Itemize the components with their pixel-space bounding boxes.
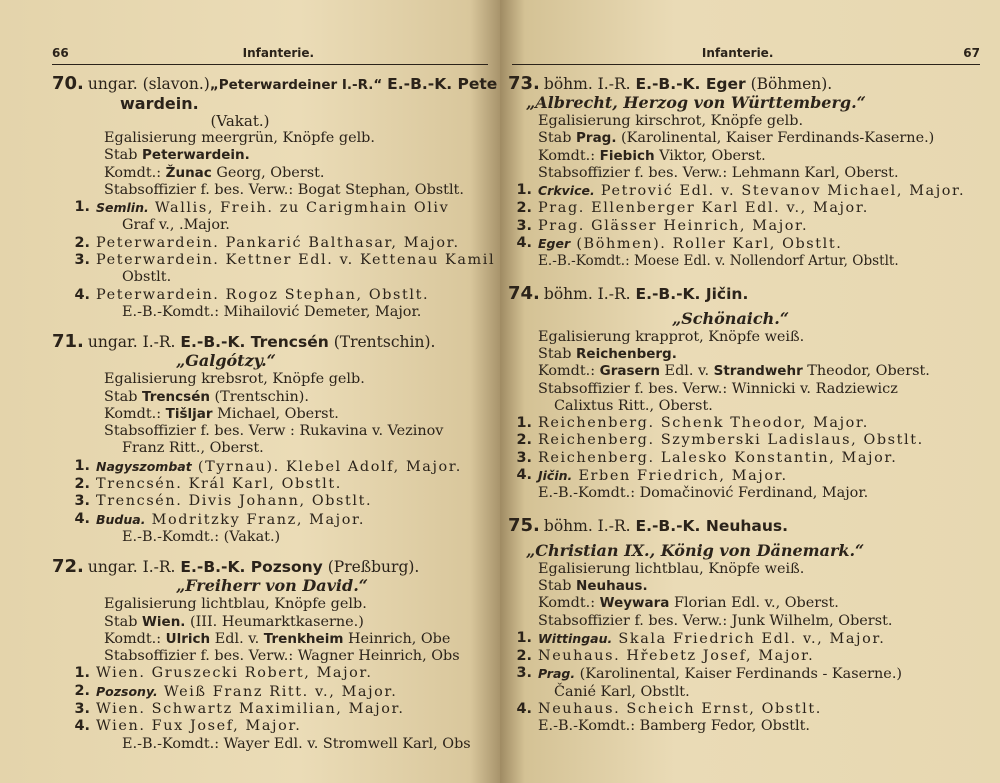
list-item-cont: E.-B.-Komdt.: Bamberg Fedor, Obstlt.: [538, 718, 810, 735]
list-item: 3. Prag. (Karolinental, Kaiser Ferdinands - Kaserne.): [516, 665, 903, 683]
staff-line: Stab Reichenberg.: [538, 345, 677, 362]
regiment-72: [52, 558, 488, 753]
list-item: 2. Pozsony. Weiß Franz Ritt. v., Major.: [74, 682, 398, 700]
list-item-cont: E.-B.-Komdt.: Moese Edl. v. Nollendorf Artur, Obstlt.: [538, 253, 899, 270]
list-item-cont: E.-B.-Komdt.: Wayer Edl. v. Stromwell Karl, Obs: [122, 735, 471, 752]
list-item: 4. Peterwardein. Rogoz Stephan, Obstlt.: [74, 286, 430, 303]
staff-officer-line: Stabsoffizier f. bes. Verw.: Winnicki v. Radziewicz: [538, 380, 898, 397]
regiment-71: [52, 333, 488, 546]
facing-colour: Egalisierung meergrün, Knöpfe gelb.: [104, 130, 375, 146]
running-header: Infanterie.: [242, 46, 315, 60]
honorary-name: „Albrecht, Herzog von Württemberg.“: [526, 93, 866, 112]
staff-line: Stab Wien. (III. Heumarktkaserne.): [104, 613, 364, 630]
list-item: 1. Wittingau. Skala Friedrich Edl. v., Major.: [516, 629, 886, 647]
list-item: 3. Prag. Glässer Heinrich, Major.: [516, 217, 809, 234]
honorary-name: „Galgótzy.“: [176, 351, 276, 371]
list-item: 1. Wien. Gruszecki Robert, Major.: [74, 665, 373, 682]
regiment-heading: 75. böhm. I.-R. E.-B.-K. Neuhaus.: [508, 514, 789, 536]
staff-line: Stab Peterwardein.: [104, 147, 250, 164]
facing-colour: Egalisierung lichtblau, Knöpfe gelb.: [104, 596, 367, 613]
page-number: 66: [52, 46, 69, 60]
list-item-cont: E.-B.-Komdt.: Mihailović Demeter, Major.: [122, 303, 422, 320]
list-item: 4. Budua. Modritzky Franz, Major.: [74, 510, 366, 528]
staff-officer-line: Stabsoffizier f. bes. Verw.: Bogat Stephan, Obstlt.: [104, 181, 464, 198]
commander-line: Komdt.: Tišljar Michael, Oberst.: [104, 405, 339, 422]
list-item: 4. Wien. Fux Josef, Major.: [74, 718, 302, 735]
left-page-header: [52, 42, 488, 65]
staff-officer-line-cont: Franz Ritt., Oberst.: [122, 440, 264, 457]
commander-line: Komdt.: Grasern Edl. v. Strandwehr Theodor, Oberst.: [538, 363, 930, 380]
list-item-cont: Graf v., .Major.: [122, 217, 230, 234]
staff-officer-line: Stabsoffizier f. bes. Verw : Rukavina v. Vezinov: [104, 423, 444, 440]
regiment-heading: 73. böhm. I.-R. E.-B.-K. Eger (Böhmen).: [508, 73, 833, 94]
running-header: Infanterie.: [701, 46, 774, 60]
regiment-heading: 72. ungar. I.-R. E.-B.-K. Pozsony (Preßburg).: [52, 556, 420, 578]
facing-colour: Egalisierung lichtblau, Knöpfe weiß.: [538, 560, 805, 577]
facing-colour: Egalisierung krebsrot, Knöpfe gelb.: [104, 371, 365, 388]
list-item: 3. Trencsén. Divis Johann, Obstlt.: [74, 493, 373, 510]
honorary-name: „Freiherr von David.“: [176, 576, 368, 596]
list-item-cont: E.-B.-Komdt.: (Vakat.): [122, 528, 281, 545]
staff-officer-line: Stabsoffizier f. bes. Verw.: Junk Wilhelm, Oberst.: [538, 612, 893, 629]
list-item: 2. Neuhaus. Hřebetz Josef, Major.: [516, 648, 815, 665]
list-item: 2. Reichenberg. Szymberski Ladislaus, Obstlt.: [516, 432, 924, 449]
list-item-cont: Čanié Karl, Obstlt.: [554, 683, 690, 700]
staff-line: Stab Prag. (Karolinental, Kaiser Ferdinands-Kaserne.): [538, 130, 935, 147]
regiment-heading: 71. ungar. I.-R. E.-B.-K. Trencsén (Trentschin).: [52, 331, 436, 353]
right-page: [500, 0, 1000, 783]
facing-colour: Egalisierung kirschrot, Knöpfe gelb.: [538, 113, 804, 129]
vakat: (Vakat.): [210, 112, 270, 130]
list-item: 4. Neuhaus. Scheich Ernst, Obstlt.: [516, 701, 822, 718]
list-item: 1. Semlin. Wallis, Freih. zu Carigmhain Oliv: [74, 199, 450, 217]
regiment-70: [52, 73, 498, 321]
commander-line: Komdt.: Weywara Florian Edl. v., Oberst.: [538, 595, 839, 612]
staff-officer-line-cont: Calixtus Ritt., Oberst.: [554, 397, 713, 414]
staff-officer-line: Stabsoffizier f. bes. Verw.: Lehmann Karl, Oberst.: [538, 164, 899, 181]
commander-line: Komdt.: Fiebich Viktor, Oberst.: [538, 147, 766, 164]
staff-officer-line: Stabsoffizier f. bes. Verw.: Wagner Heinrich, Obs: [104, 648, 460, 665]
commander-line: Komdt.: Ulrich Edl. v. Trenkheim Heinrich, Obe: [104, 630, 451, 647]
list-item-cont: Obstlt.: [122, 269, 172, 286]
list-item: 2. Prag. Ellenberger Karl Edl. v., Major.: [516, 200, 869, 217]
list-item: 4. Eger (Böhmen). Roller Karl, Obstlt.: [516, 235, 843, 253]
commander-line: Komdt.: Žunac Georg, Oberst.: [104, 164, 325, 181]
regiment-74: [508, 282, 980, 503]
regiment-73: [508, 73, 980, 271]
list-item: 1. Reichenberg. Schenk Theodor, Major.: [516, 415, 869, 432]
regiment-75: [508, 514, 980, 736]
regiment-heading-cont: wardein.: [120, 94, 199, 113]
list-item: 1. Nagyszombat (Tyrnau). Klebel Adolf, Major.: [74, 457, 462, 475]
list-item: 3. Peterwardein. Kettner Edl. v. Kettenau Kamil: [74, 252, 496, 269]
facing-colour: Egalisierung krapprot, Knöpfe weiß.: [538, 328, 805, 345]
right-page-header: [512, 42, 980, 65]
page-number: 67: [963, 46, 980, 60]
list-item: 3. Wien. Schwartz Maximilian, Major.: [74, 701, 405, 718]
staff-line: Stab Trencsén (Trentschin).: [104, 388, 309, 405]
honorary-name: „Christian IX., König von Dänemark.“: [526, 540, 865, 560]
list-item: 3. Reichenberg. Lalesko Konstantin, Major.: [516, 449, 898, 466]
list-item: 2. Trencsén. Král Karl, Obstlt.: [74, 476, 342, 493]
regiment-heading: 70. ungar. (slavon.)„Peterwardeiner I.-R.“ E.-B.-K. Pete: [52, 73, 498, 94]
staff-line: Stab Neuhaus.: [538, 577, 648, 594]
regiment-heading: 74. böhm. I.-R. E.-B.-K. Jičin.: [508, 282, 749, 304]
honorary-name: „Schönaich.“: [672, 308, 790, 328]
list-item: 2. Peterwardein. Pankarić Balthasar, Major.: [74, 234, 460, 251]
list-item: 4. Jičin. Erben Friedrich, Major.: [516, 467, 788, 485]
list-item: 1. Crkvice. Petrović Edl. v. Stevanov Michael, Major.: [516, 182, 966, 200]
list-item-cont: E.-B.-Komdt.: Domačinović Ferdinand, Major.: [538, 485, 869, 502]
